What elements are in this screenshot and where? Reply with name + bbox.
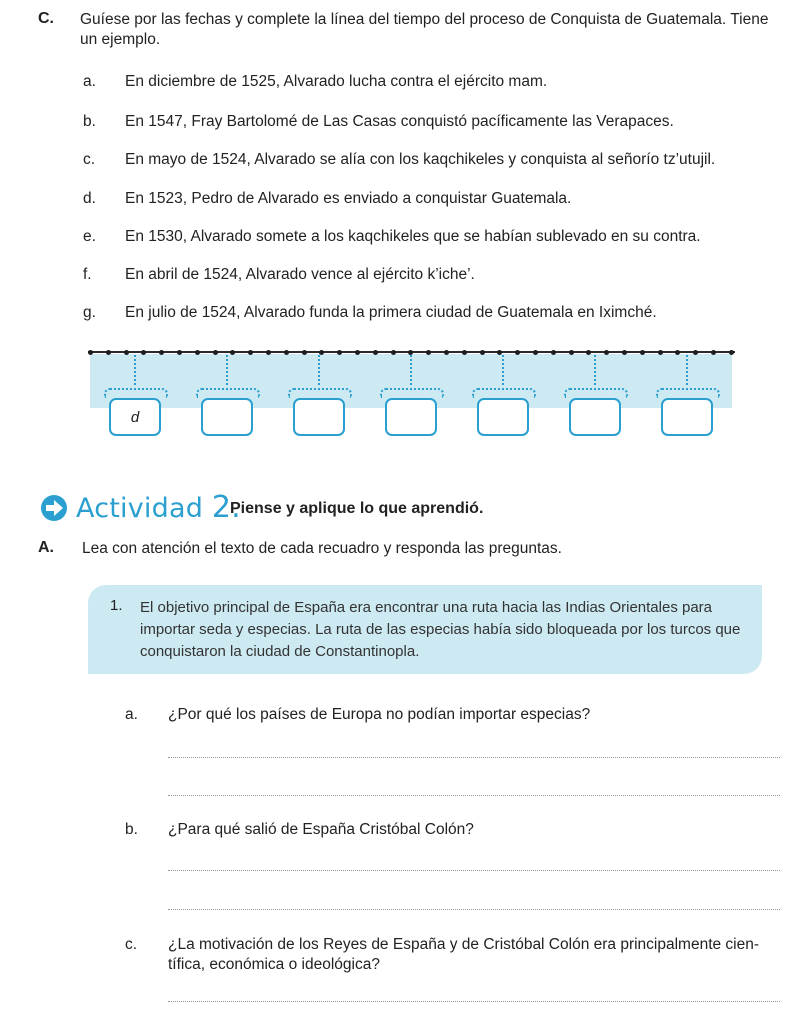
question-text-c: ¿La motivación de los Reyes de España y de Cristóbal Colón era principalmente cien-tífica, económica o ideológica? <box>168 936 760 973</box>
item-text-c: En mayo de 1524, Alvarado se alía con los kaqchikeles y conquista al señorío tz’utujil. <box>125 151 716 168</box>
timeline-brace <box>656 388 720 398</box>
timeline-dot <box>569 350 574 355</box>
item-letter-g: g. <box>83 304 96 321</box>
activity-title <box>76 490 241 525</box>
timeline-brace <box>196 388 260 398</box>
arrow-right-circle-icon <box>40 494 68 522</box>
item-text-a: En diciembre de 1525, Alvarado lucha contra el ejército mam. <box>125 73 548 90</box>
timeline-box-3[interactable] <box>293 398 345 436</box>
timeline-dot <box>658 350 663 355</box>
item-text-d: En 1523, Pedro de Alvarado es enviado a conquistar Guatemala. <box>125 190 572 207</box>
timeline-tick <box>686 355 688 385</box>
timeline-dot <box>480 350 485 355</box>
timeline-dot <box>640 350 645 355</box>
timeline-dot <box>302 350 307 355</box>
answer-line[interactable] <box>168 909 780 910</box>
question-letter-a: a. <box>125 706 138 723</box>
timeline-dot <box>462 350 467 355</box>
timeline-dot <box>177 350 182 355</box>
timeline-dot <box>195 350 200 355</box>
timeline-dot <box>551 350 556 355</box>
item-letter-c: c. <box>83 151 96 168</box>
question-letter-c: c. <box>125 936 138 953</box>
item-letter-b: b. <box>83 113 96 130</box>
timeline-tick <box>318 355 320 385</box>
item-letter-d: d. <box>83 190 96 207</box>
timeline-dot <box>711 350 716 355</box>
timeline-tick <box>226 355 228 385</box>
timeline-dot <box>284 350 289 355</box>
section-a-instruction: Lea con atención el texto de cada recuadro y responda las preguntas. <box>82 540 562 557</box>
item-text-f: En abril de 1524, Alvarado vence al ejército k’iche’. <box>125 266 475 283</box>
activity-title-word: Actividad <box>76 493 204 524</box>
item-letter-e: e. <box>83 228 96 245</box>
item-text-g: En julio de 1524, Alvarado funda la primera ciudad de Guatemala en Iximché. <box>125 304 657 321</box>
section-c-letter: C. <box>38 10 54 27</box>
answer-line[interactable] <box>168 870 780 871</box>
timeline-dot <box>124 350 129 355</box>
timeline-dot <box>444 350 449 355</box>
answer-line[interactable] <box>168 757 780 758</box>
question-text-b: ¿Para qué salió de España Cristóbal Colón? <box>168 821 474 838</box>
reading-number: 1. <box>110 597 123 614</box>
timeline-brace <box>104 388 168 398</box>
activity-title-number: 2. <box>211 490 241 525</box>
item-letter-f: f. <box>83 266 92 283</box>
timeline-brace <box>564 388 628 398</box>
question-text-a: ¿Por qué los países de Europa no podían importar especias? <box>168 706 591 723</box>
timeline-box-1[interactable]: d <box>109 398 161 436</box>
timeline-box-4[interactable] <box>385 398 437 436</box>
timeline-brace <box>380 388 444 398</box>
section-a-letter: A. <box>38 539 54 556</box>
timeline-box-5[interactable] <box>477 398 529 436</box>
reading-text: El objetivo principal de España era encontrar una ruta hacia las Indias Orientales para importar seda y especias. La ruta de las especias había sido bloqueada por los turcos que conquistaron la ciudad de Constantinopla. <box>140 599 741 660</box>
timeline-dot <box>88 350 93 355</box>
timeline-dot <box>266 350 271 355</box>
timeline-tick <box>594 355 596 385</box>
timeline-dot <box>373 350 378 355</box>
item-text-e: En 1530, Alvarado somete a los kaqchikeles que se habían sublevado en su contra. <box>125 228 701 245</box>
answer-line[interactable] <box>168 795 780 796</box>
timeline-box-2[interactable] <box>201 398 253 436</box>
timeline-box-7[interactable] <box>661 398 713 436</box>
timeline-dot <box>355 350 360 355</box>
timeline-dot <box>213 350 218 355</box>
timeline-dot <box>533 350 538 355</box>
timeline-dot <box>391 350 396 355</box>
timeline-dot <box>729 350 734 355</box>
timeline-box-6[interactable] <box>569 398 621 436</box>
question-letter-b: b. <box>125 821 138 838</box>
timeline-tick <box>502 355 504 385</box>
activity-subtitle: Piense y aplique lo que aprendió. <box>230 500 484 517</box>
timeline-brace <box>288 388 352 398</box>
answer-line[interactable] <box>168 1001 780 1002</box>
timeline-dot <box>106 350 111 355</box>
timeline-dot <box>622 350 627 355</box>
item-text-b: En 1547, Fray Bartolomé de Las Casas conquistó pacíficamente las Verapaces. <box>125 113 674 130</box>
timeline-brace <box>472 388 536 398</box>
section-c-instruction: Guíese por las fechas y complete la línea del tiempo del proceso de Conquista de Guatemala. Tiene un ejemplo. <box>80 11 769 48</box>
timeline-tick <box>134 355 136 385</box>
item-letter-a: a. <box>83 73 96 90</box>
timeline-tick <box>410 355 412 385</box>
